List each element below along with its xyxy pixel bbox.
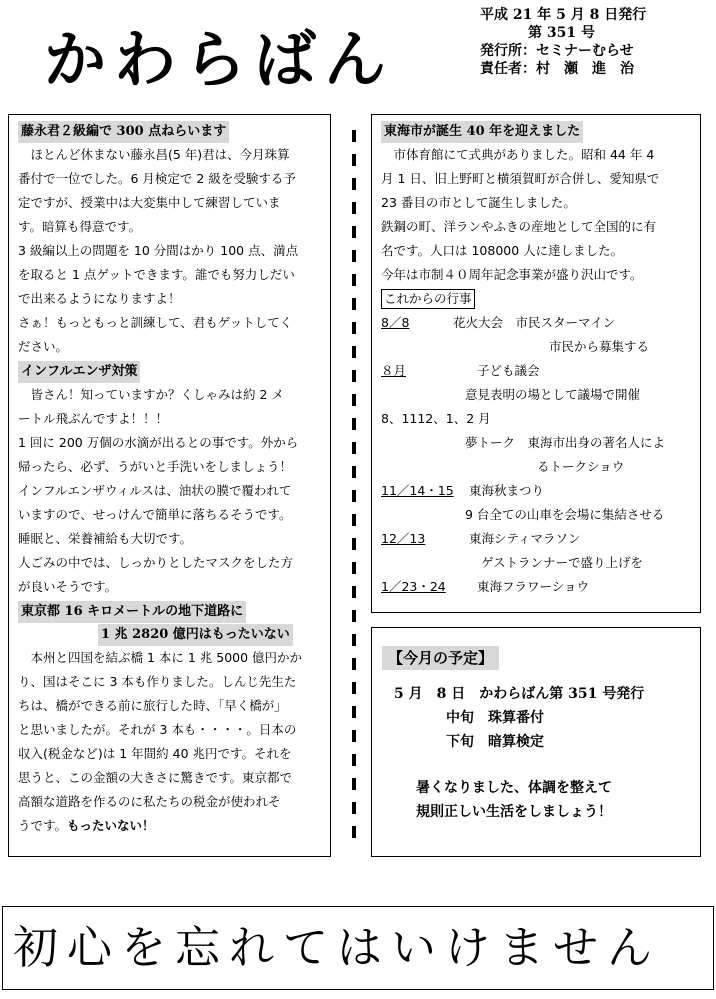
event-sub-row bbox=[381, 455, 692, 479]
article-heading: 東京都 16 キロメートルの地下道路に bbox=[18, 601, 246, 623]
event-desc: 東海シティマラソン bbox=[469, 531, 581, 546]
article-line: 本州と四国を結ぶ橋 1 本に 1 兆 5000 億円かか bbox=[30, 650, 303, 665]
article-line: す。暗算も得意です。 bbox=[18, 219, 142, 234]
article-heading: 東海市が誕生 40 年を迎えました bbox=[381, 121, 583, 143]
article-line: り、国はそこに 3 本も作りました。しんじ先生た bbox=[18, 674, 297, 689]
event-date: 12／13 bbox=[381, 531, 426, 546]
event-date: 1／23・24 bbox=[381, 579, 446, 594]
issue-number: 第 351 号 bbox=[528, 25, 595, 41]
article-line: で出来るようになりますよ！ bbox=[18, 291, 181, 306]
schedule-line: 中旬 珠算番付 bbox=[446, 710, 544, 726]
event-date: 8、1112、1、2 月 bbox=[381, 411, 491, 426]
article-line: 高額な道路を作るのに私たちの税金が使われそ bbox=[18, 794, 281, 809]
article-heading: インフルエンザ対策 bbox=[18, 361, 140, 383]
schedule-line: 下旬 暗算検定 bbox=[446, 734, 544, 750]
event-sub: 意見表明の場として議場で開催 bbox=[465, 387, 641, 402]
event-date: 8／8 bbox=[381, 315, 410, 330]
publisher: 発行所：セミナーむらせ bbox=[480, 43, 634, 59]
schedule-line: 5 月 8 日 かわらばん第 351 号発行 bbox=[394, 686, 645, 702]
event-sub-row bbox=[381, 335, 692, 359]
newsletter-title: かわらばん bbox=[44, 23, 395, 96]
article-line: 月 1 日、旧上野町と横須賀町が合併し、愛知県で bbox=[381, 171, 660, 186]
event-desc: 夢トーク 東海市出身の著名人によ bbox=[465, 435, 666, 450]
article-line: 人ごみの中では、しっかりとしたマスクをした方 bbox=[18, 555, 294, 570]
event-sub-row bbox=[381, 551, 692, 575]
event-date: 11／14・15 bbox=[381, 483, 454, 498]
article-line: 今年は市制４０周年記念事業が盛り沢山です。 bbox=[381, 267, 643, 282]
article-line: ほとんど休まない藤永昌(5 年)君は、今月珠算 bbox=[30, 147, 290, 162]
schedule-title: 【今月の予定】 bbox=[382, 646, 499, 670]
article-line: と思いましたが。それが 3 本も・・・・。日本の bbox=[18, 722, 297, 737]
article-line: 番付で一位でした。6 月検定で 2 級を受験する予 bbox=[18, 171, 296, 186]
schedule-message: 規則正しい生活をしましょう！ bbox=[416, 804, 612, 820]
article-line: うです。 bbox=[18, 818, 68, 833]
event-row bbox=[381, 575, 692, 599]
event-row bbox=[381, 311, 692, 335]
event-row bbox=[381, 359, 692, 383]
article-line: 収入(税金など)は 1 年間約 40 兆円です。それを bbox=[18, 746, 292, 761]
issue-date: 平成 21 年 5 月 8 日発行 bbox=[480, 7, 647, 23]
event-sub: るトークショウ bbox=[537, 459, 625, 474]
article-heading: 藤永君２級編で 300 点ねらいます bbox=[18, 121, 229, 143]
article-line: 市体育館にて式典がありました。昭和 44 年 4 bbox=[393, 147, 655, 162]
article-line: ートル飛ぶんですよ！！！ bbox=[18, 411, 169, 426]
event-sub: 9 台全ての山車を会場に集結させる bbox=[465, 507, 665, 522]
event-sub-row bbox=[381, 431, 692, 455]
event-desc: 子ども議会 bbox=[477, 363, 540, 378]
article-line: 3 級編以上の問題を 10 分間はかり 100 点、満点 bbox=[18, 243, 299, 258]
article-line: 定ですが、授業中は大変集中して練習していま bbox=[18, 195, 281, 210]
article-line: を取ると 1 点ゲットできます。誰でも努力しだい bbox=[18, 267, 295, 282]
responsible-person: 責任者：村 瀬 進 治 bbox=[480, 61, 634, 77]
article-line: さぁ！もっともっと訓練して、君もゲットしてく bbox=[18, 315, 293, 330]
article-line-last bbox=[18, 814, 320, 838]
article-line: 23 番目の市として誕生しました。 bbox=[381, 195, 576, 210]
event-sub-row bbox=[381, 383, 692, 407]
event-sub: ゲストランナーで盛り上げを bbox=[481, 555, 644, 570]
article-line: 皆さん！知っていますか？くしゃみは約 2 メ bbox=[30, 387, 284, 402]
article-line: ちは、橋ができる前に旅行した時、「早く橋が」 bbox=[18, 698, 287, 713]
article-line: 帰ったら、必ず、うがいと手洗いをしましょう！ bbox=[18, 459, 293, 474]
event-row bbox=[381, 479, 692, 503]
article-line: 思うと、この金額の大きさに驚きです。東京都で bbox=[18, 770, 293, 785]
right-column bbox=[371, 114, 701, 613]
left-column bbox=[8, 114, 331, 857]
article-line: ださい。 bbox=[18, 339, 69, 354]
event-desc: 東海フラワーショウ bbox=[477, 579, 590, 594]
event-sub-row bbox=[381, 503, 692, 527]
schedule-message: 暑くなりました、体調を整えて bbox=[416, 780, 612, 796]
article-line: 名です。人口は 108000 人に達しました。 bbox=[381, 243, 624, 258]
article-line: 鉄鋼の町、洋ランやふきの産地として全国的に有 bbox=[381, 219, 657, 234]
article-line: インフルエンザウィルスは、油状の膜で覆われて bbox=[18, 483, 292, 498]
column-divider bbox=[352, 130, 356, 842]
event-desc: 東海秋まつり bbox=[469, 483, 545, 498]
article-heading-continued: 1 兆 2820 億円はもったいない bbox=[98, 624, 293, 646]
article-closing: もったいない！ bbox=[67, 818, 155, 833]
events-label: これからの行事 bbox=[381, 289, 475, 309]
event-date: ８月 bbox=[381, 363, 407, 378]
motto-banner: 初心を忘れてはいけません bbox=[2, 906, 714, 990]
event-row bbox=[381, 407, 692, 431]
article-line: 1 回に 200 万個の水滴が出るとの事です。外から bbox=[18, 435, 299, 450]
article-line: が良いそうです。 bbox=[18, 579, 118, 594]
event-desc: 花火大会 市民スターマイン bbox=[453, 315, 616, 330]
event-sub: 市民から募集する bbox=[549, 339, 650, 354]
article-line: いますので、せっけんで簡単に落ちるそうです。 bbox=[18, 507, 292, 522]
event-row bbox=[381, 527, 692, 551]
article-line: 睡眠と、栄養補給も大切です。 bbox=[18, 531, 193, 546]
issue-info bbox=[476, 6, 646, 78]
